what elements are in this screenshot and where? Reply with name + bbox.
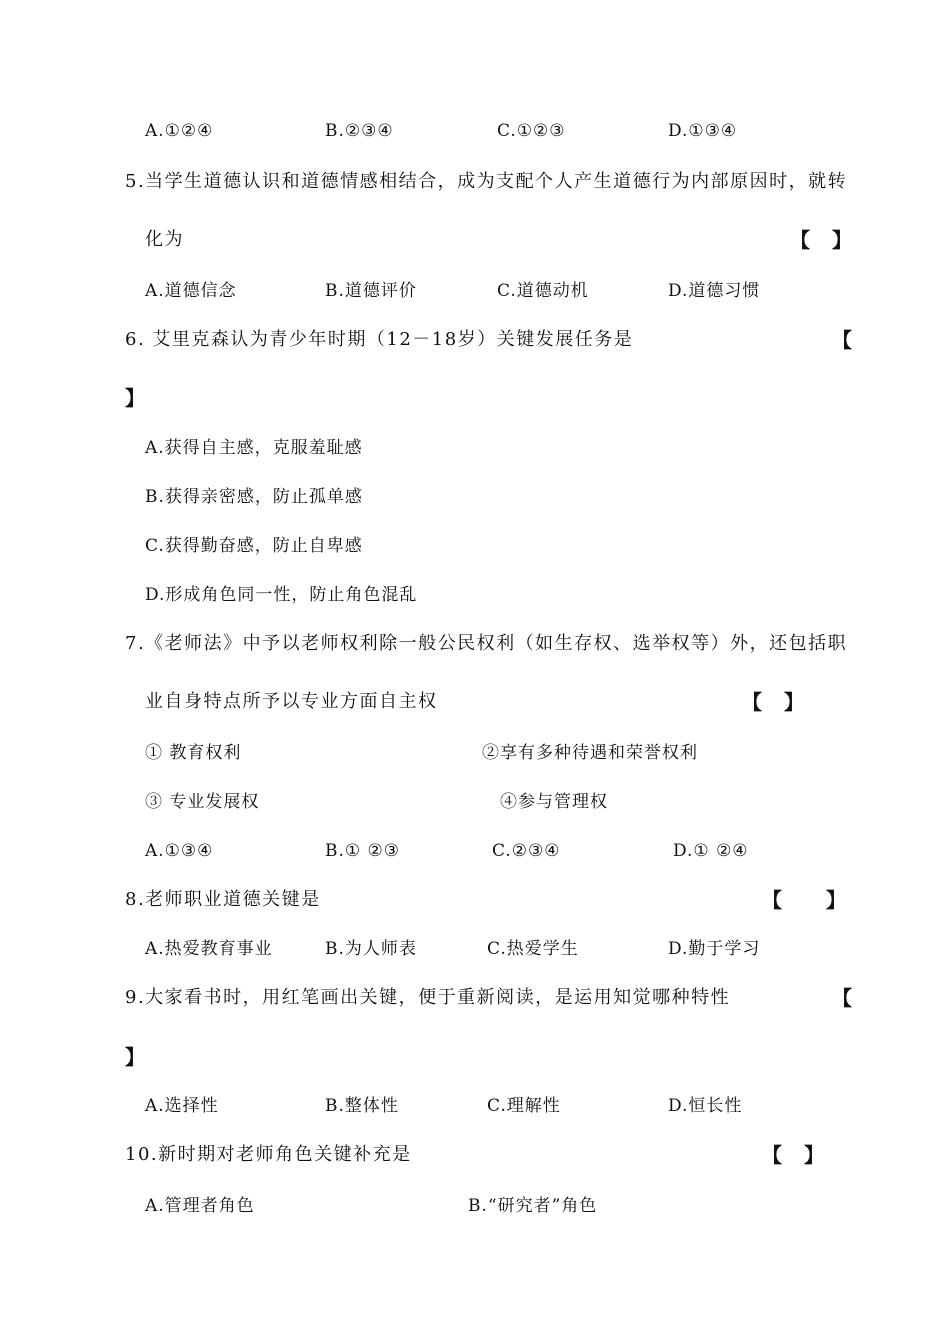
q7-item-3: ③ 专业发展权 (145, 792, 260, 812)
q8-option-b: B.为人师表 (325, 939, 417, 959)
q4-option-c: C.①②③ (497, 121, 566, 141)
q6-option-c: C.获得勤奋感，防止自卑感 (145, 536, 363, 556)
q6-option-d: D.形成角色同一性，防止角色混乱 (145, 585, 418, 605)
q8-stem-line1: 8.老师职业道德关键是 (125, 889, 321, 910)
q6-option-b: B.获得亲密感，防止孤单感 (145, 487, 363, 507)
q7-stem-line2: 业自身特点所予以专业方面自主权 (145, 691, 438, 712)
q7-answer-bracket: 【】 (742, 690, 826, 714)
q9-option-d: D.恒长性 (668, 1096, 743, 1116)
q9-option-b: B.整体性 (325, 1096, 399, 1116)
q9-option-a: A.选择性 (145, 1096, 219, 1116)
q10-answer-bracket: 【】 (762, 1143, 846, 1167)
q10-option-b: B.“研究者”角色 (468, 1196, 598, 1216)
q7-option-c: C.②③④ (492, 841, 561, 861)
q7-stem-line1: 7.《老师法》中予以老师权利除一般公民权利（如生存权、选举权等）外，还包括职 (125, 633, 848, 654)
q5-stem-line1: 5.当学生道德认识和道德情感相结合，成为支配个人产生道德行为内部原因时，就转 (125, 171, 848, 192)
q4-option-b: B.②③④ (325, 121, 394, 141)
q4-option-a: A.①②④ (145, 121, 214, 141)
q6-option-a: A.获得自主感，克服羞耻感 (145, 438, 363, 458)
q5-answer-bracket: 【】 (790, 228, 874, 252)
q5-option-c: C.道德动机 (497, 281, 589, 301)
q8-option-a: A.热爱教育事业 (145, 939, 273, 959)
q7-item-4: ④参与管理权 (500, 792, 608, 812)
q9-stem-line1: 9.大家看书时，用红笔画出关键，便于重新阅读，是运用知觉哪种特性 (125, 987, 731, 1008)
q6-stem-line1: 6. 艾里克森认为青少年时期（12－18岁）关键发展任务是 (125, 329, 634, 350)
q6-bracket-open: 【 (832, 328, 874, 352)
q7-option-b: B.① ②③ (325, 841, 401, 861)
q7-option-d: D.① ②④ (673, 841, 749, 861)
q7-item-1: ① 教育权利 (145, 743, 242, 763)
q8-answer-bracket: 【】 (762, 888, 890, 912)
q8-option-c: C.热爱学生 (487, 939, 579, 959)
q7-item-2: ②享有多种待遇和荣誉权利 (482, 743, 698, 763)
q8-option-d: D.勤于学习 (668, 939, 761, 959)
q9-bracket-open: 【 (832, 986, 874, 1010)
q5-option-a: A.道德信念 (145, 281, 237, 301)
q7-option-a: A.①③④ (145, 841, 214, 861)
q9-bracket-close: 】 (125, 1045, 167, 1069)
q4-option-d: D.①③④ (668, 121, 738, 141)
q5-option-d: D.道德习惯 (668, 281, 761, 301)
q9-option-c: C.理解性 (487, 1096, 561, 1116)
q6-bracket-close: 】 (125, 386, 167, 410)
q10-stem-line1: 10.新时期对老师角色关键补充是 (125, 1144, 412, 1165)
q5-stem-line2: 化为 (145, 229, 184, 250)
q5-option-b: B.道德评价 (325, 281, 417, 301)
q10-option-a: A.管理者角色 (145, 1196, 255, 1216)
